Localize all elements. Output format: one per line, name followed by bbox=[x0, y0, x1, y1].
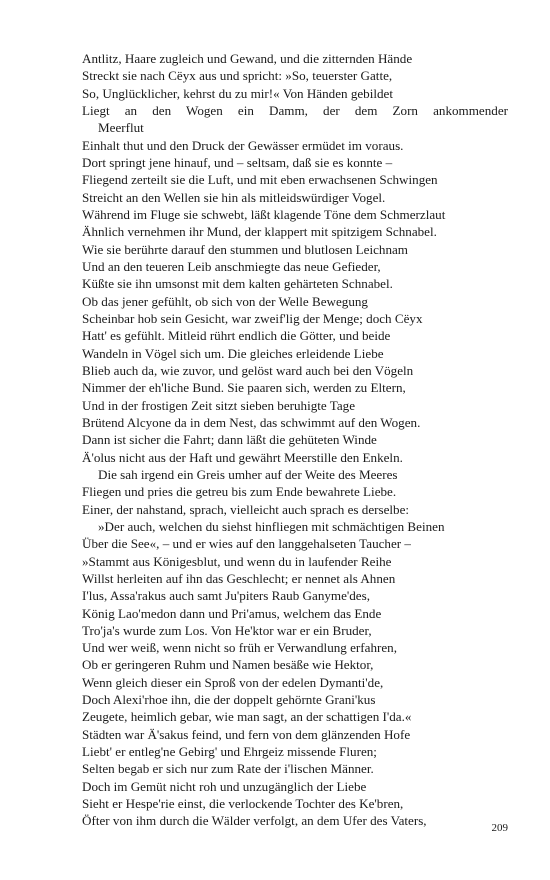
verse-line: Ä'olus nicht aus der Haft und gewährt Meerstille den Enkeln. bbox=[82, 449, 403, 465]
verse-line: Und in der frostigen Zeit sitzt sieben beruhigte Tage bbox=[82, 397, 356, 413]
verse-line: Fliegend zerteilt sie die Luft, und mit eben erwachsenen Schwingen bbox=[82, 172, 438, 188]
verse-line: So, Unglücklicher, kehrst du zu mir!« Von Händen gebildet bbox=[82, 85, 394, 101]
verse-line: Dann ist sicher die Fahrt; dann läßt die gehüteten Winde bbox=[82, 432, 377, 448]
verse-line: Doch Alexi'rhoe ihn, die der doppelt gehörnte Grani'kus bbox=[82, 692, 376, 708]
verse-line: Willst herleiten auf ihn das Geschlecht; er nennet als Ahnen bbox=[82, 570, 396, 586]
verse-line: König Lao'medon dann und Pri'amus, welchem das Ende bbox=[82, 605, 382, 621]
verse-line: Sieht er Hespe'rie einst, die verlockende Tochter des Ke'bren, bbox=[82, 796, 404, 812]
verse-line: Wandeln in Vögel sich um. Die gleiches erleidende Liebe bbox=[82, 345, 384, 361]
verse-line: Die sah irgend ein Greis umher auf der Weite des Meeres bbox=[98, 466, 398, 482]
verse-line: Ähnlich vernehmen ihr Mund, der klappert mit spitzigem Schnabel. bbox=[82, 224, 437, 240]
verse-line: Zeugete, heimlich gebar, wie man sagt, an der schattigen I'da.« bbox=[82, 709, 412, 725]
verse-line: Tro'ja's wurde zum Los. Von He'ktor war er ein Bruder, bbox=[82, 622, 372, 638]
verse-line: Streckt sie nach Cëyx aus und spricht: »So, teuerster Gatte, bbox=[82, 68, 393, 84]
verse-line: I'lus, Assa'rakus auch samt Ju'piters Raub Ganyme'des, bbox=[82, 588, 370, 604]
verse-line: Wie sie berührte darauf den stummen und blutlosen Leichnam bbox=[82, 241, 408, 257]
verse-line: Küßte sie ihn umsonst mit dem kalten gehärteten Schnabel. bbox=[82, 276, 393, 292]
verse-line: Städten war Ä'sakus feind, und fern von dem glänzenden Hofe bbox=[82, 726, 411, 742]
verse-line: Scheinbar hob sein Gesicht, war zweif'lig der Menge; doch Cëyx bbox=[82, 310, 423, 326]
verse-line: Doch im Gemüt nicht roh und unzugänglich der Liebe bbox=[82, 778, 367, 794]
verse-line: Meerflut bbox=[98, 120, 144, 136]
page-number: 209 bbox=[491, 822, 508, 834]
verse-line: Brütend Alcyone da in dem Nest, das schwimmt auf den Wogen. bbox=[82, 414, 421, 430]
verse-line: »Stammt aus Königesblut, und wenn du in laufender Reihe bbox=[82, 553, 392, 569]
verse-line: Ob das jener gefühlt, ob sich von der Welle Bewegung bbox=[82, 293, 368, 309]
verse-line: Ob er geringeren Ruhm und Namen besäße wie Hektor, bbox=[82, 657, 374, 673]
verse-line: Hatt' es gefühlt. Mitleid rührt endlich die Götter, und beide bbox=[82, 328, 391, 344]
verse-line: Einhalt thut und den Druck der Gewässer ermüdet im voraus. bbox=[82, 137, 404, 153]
verse-line: Liebt' er entleg'ne Gebirg' und Ehrgeiz missende Fluren; bbox=[82, 744, 377, 760]
verse-line: Blieb auch da, wie zuvor, und gelöst ward auch bei den Vögeln bbox=[82, 362, 414, 378]
verse-line: Dort springt jene hinauf, und – seltsam, daß sie es konnte – bbox=[82, 154, 393, 170]
poem-text-block bbox=[82, 50, 508, 830]
verse-line: Liegt an den Wogen ein Damm, der dem Zorn ankommender bbox=[82, 102, 508, 118]
verse-line: Antlitz, Haare zugleich und Gewand, und die zitternden Hände bbox=[82, 51, 413, 66]
verse-line: Einer, der nahstand, sprach, vielleicht auch sprach es derselbe: bbox=[82, 501, 410, 517]
verse-line: Nimmer der eh'liche Bund. Sie paaren sich, werden zu Eltern, bbox=[82, 380, 406, 396]
verse-line: Während im Fluge sie schwebt, läßt klagende Töne dem Schmerzlaut bbox=[82, 206, 446, 222]
verse-line: Und wer weiß, wenn nicht so früh er Verwandlung erfahren, bbox=[82, 640, 397, 656]
verse-line: Fliegen und pries die getreu bis zum Ende bewahrete Liebe. bbox=[82, 484, 397, 500]
verse-line: Selten begab er sich nur zum Rate der i'lischen Männer. bbox=[82, 761, 374, 777]
verse-line: Streicht an den Wellen sie hin als mitleidswürdiger Vogel. bbox=[82, 189, 386, 205]
verse-line: Öfter von ihm durch die Wälder verfolgt, an dem Ufer des Vaters, bbox=[82, 813, 427, 829]
verse-line: »Der auch, welchen du siehst hinfliegen mit schmächtigen Beinen bbox=[98, 518, 445, 534]
verse-line: Wenn gleich dieser ein Sproß von der edelen Dymanti'de, bbox=[82, 674, 384, 690]
verse-line: Über die See«, – und er wies auf den langgehalseten Taucher – bbox=[82, 536, 411, 552]
verse-line: Und an den teueren Leib anschmiegte das neue Gefieder, bbox=[82, 258, 381, 274]
